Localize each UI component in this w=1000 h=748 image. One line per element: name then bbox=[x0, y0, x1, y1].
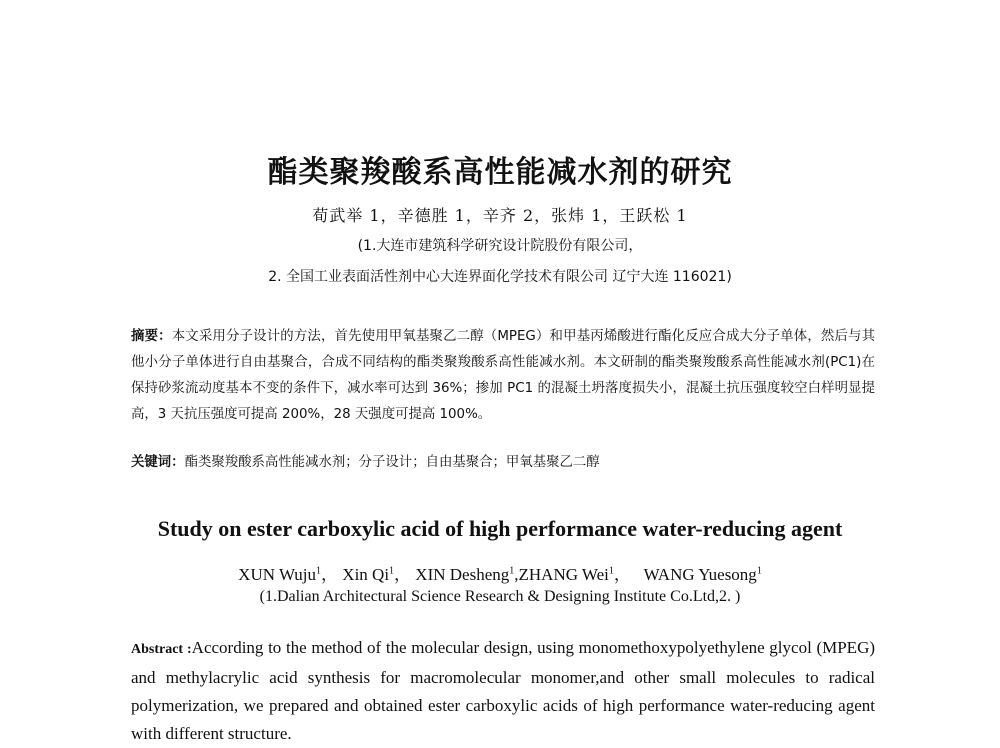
english-author-affil-mark: 1 bbox=[509, 565, 515, 577]
chinese-affiliation-line-1: (1.大连市建筑科学研究设计院股份有限公司， bbox=[357, 238, 643, 254]
chinese-abstract bbox=[131, 324, 875, 428]
english-author-separator: ， bbox=[321, 565, 339, 584]
english-title: Study on ester carboxylic acid of high performance water-reducing agent bbox=[157, 516, 843, 541]
chinese-title: 酯类聚羧酸系高性能减水剂的研究 bbox=[267, 155, 733, 190]
chinese-keywords-text: 酯类聚羧酸系高性能减水剂；分子设计；自由基聚合；甲氧基聚乙二醇 bbox=[184, 455, 600, 470]
chinese-keywords-label: 关键词： bbox=[131, 455, 185, 470]
english-author-name: XIN Desheng bbox=[415, 565, 510, 584]
english-author-name: XUN Wuju bbox=[238, 565, 317, 584]
chinese-keywords bbox=[131, 452, 875, 474]
chinese-authors: 荀武举 1，辛德胜 1，辛齐 2，张炜 1，王跃松 1 bbox=[312, 206, 688, 225]
chinese-abstract-text: 本文采用分子设计的方法，首先使用甲氧基聚乙二醇（MPEG）和甲基丙烯酸进行酯化反应合成大分子单体，然后与其他小分子单体进行自由基聚合，合成不同结构的酯类聚羧酸系高性能减水剂。本文研制的酯类聚羧酸系高性能减水剂(PC1)在保持砂浆流动度基本不变的条件下，减水率可达到 36%；掺加 PC1 的混凝土坍落度损失小，混凝土抗压强度较空白样明显提高，3 天抗压强度可提高 200%，28 天强度可提高 100%。 bbox=[131, 329, 876, 422]
english-authors bbox=[0, 560, 1000, 585]
chinese-affiliation-line-2: 2. 全国工业表面活性剂中心大连界面化学技术有限公司 辽宁大连 116021) bbox=[268, 269, 732, 285]
english-affiliation: (1.Dalian Architectural Science Research & Designing Institute Co.Ltd,2. ) bbox=[259, 588, 741, 605]
chinese-abstract-label: 摘要： bbox=[131, 329, 172, 344]
english-author-affil-mark: 1 bbox=[316, 565, 322, 577]
english-abstract-label: Abstract : bbox=[131, 642, 192, 657]
english-abstract-text: According to the method of the molecular design, using monomethoxypolyethylene glycol (MPEG) and methylacrylic acid synthesis for macromolecular monomer,and other small molecules to radical polymerization, we prepared and obtained ester carboxylic acids of high performance water-reducing agent with different structure. bbox=[131, 638, 876, 743]
english-author-affil-mark: 1 bbox=[756, 565, 762, 577]
english-author-separator: ， bbox=[394, 565, 412, 584]
english-author-name: Xin Qi bbox=[342, 565, 390, 584]
english-author-separator: ， bbox=[613, 565, 631, 584]
english-author-affil-mark: 1 bbox=[608, 565, 614, 577]
english-abstract bbox=[131, 634, 875, 748]
english-author-separator: , bbox=[514, 565, 519, 584]
english-author-name: WANG Yuesong bbox=[643, 565, 757, 584]
english-author-affil-mark: 1 bbox=[389, 565, 395, 577]
english-author-name: ZHANG Wei bbox=[518, 565, 609, 584]
